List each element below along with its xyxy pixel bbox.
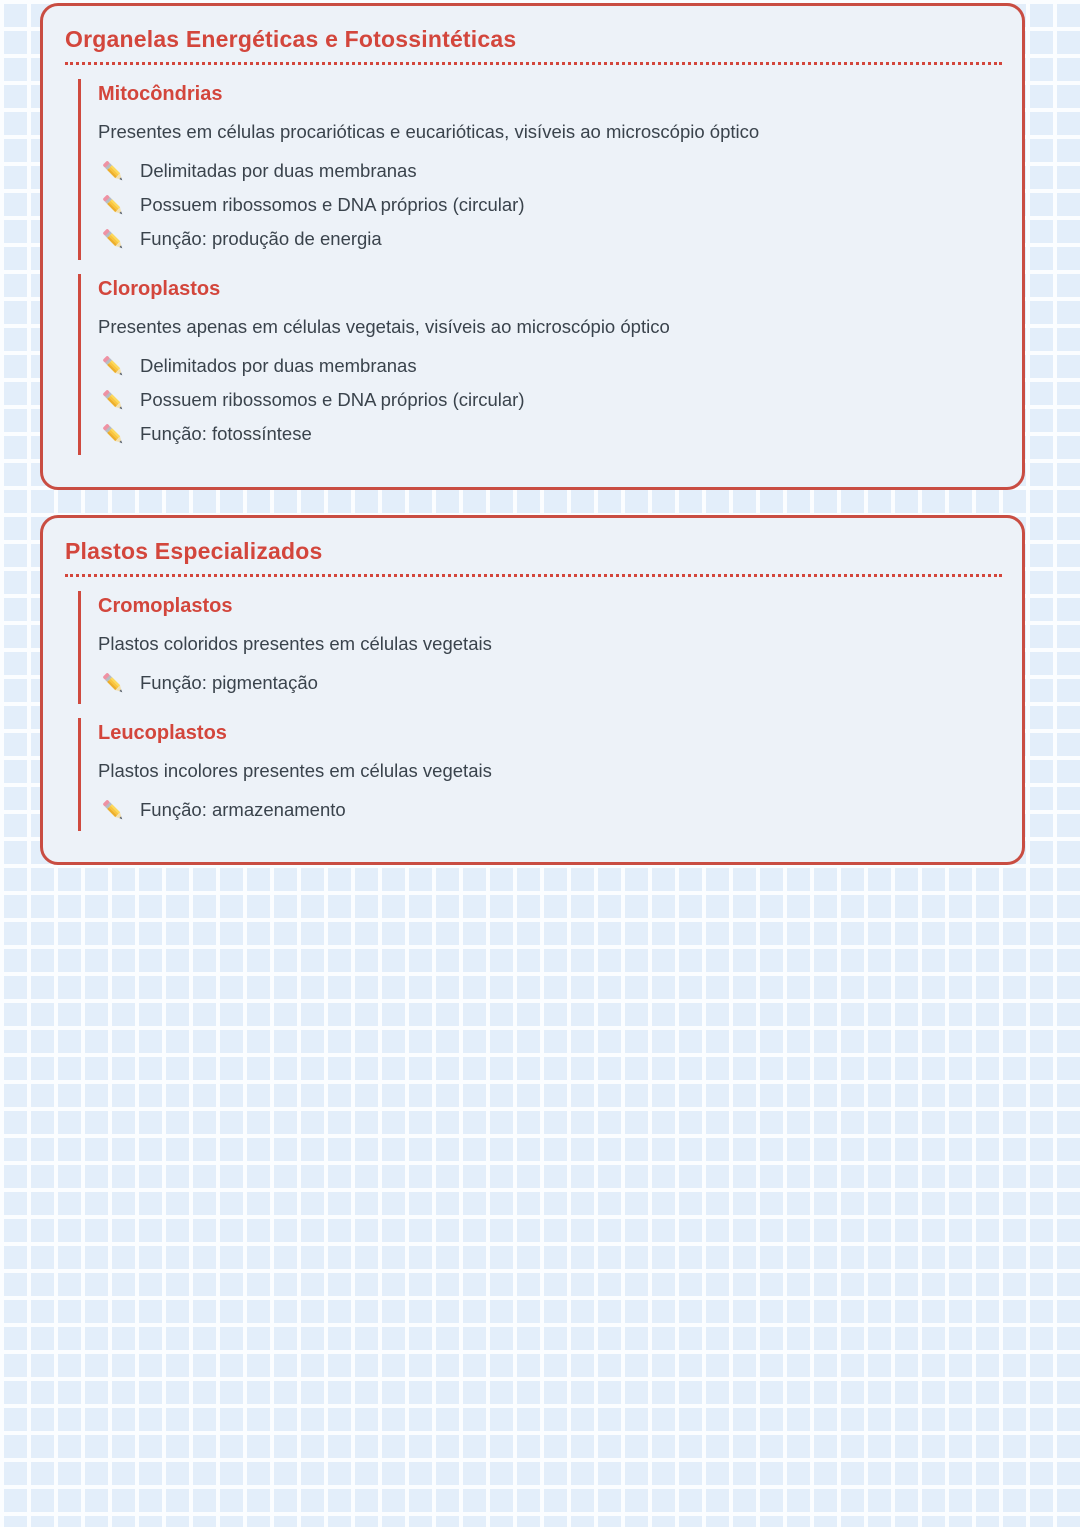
bullet-text: Delimitadas por duas membranas [140,160,417,181]
bullet-item [100,188,1002,222]
bullet-item [100,666,1002,700]
pencil-icon [100,192,127,219]
bullet-item [100,417,1002,451]
pencil-icon [100,353,127,380]
section-description: Presentes em células procarióticas e eucarióticas, visíveis ao microscópio óptico [98,121,760,142]
bullet-item [100,383,1002,417]
section-description: Plastos incolores presentes em células vegetais [98,760,492,781]
bullet-item [100,154,1002,188]
bullet-text: Função: fotossíntese [140,423,312,444]
section-cromoplastos [78,591,1002,704]
section-cloroplastos [78,274,1002,455]
bullet-text: Função: produção de energia [140,228,382,249]
card-title: Plastos Especializados [65,538,1002,577]
pencil-icon [100,226,127,253]
pencil-icon [100,387,127,414]
bullet-item [100,793,1002,827]
pencil-icon [100,158,127,185]
card-title: Organelas Energéticas e Fotossintéticas [65,26,1002,65]
section-description: Plastos coloridos presentes em células vegetais [98,633,492,654]
bullet-text: Delimitados por duas membranas [140,355,417,376]
section-mitocondrias [78,79,1002,260]
section-description: Presentes apenas em células vegetais, visíveis ao microscópio óptico [98,316,670,337]
bullet-text: Possuem ribossomos e DNA próprios (circular) [140,194,525,215]
bullet-item [100,222,1002,256]
card-organelas-energeticas [40,3,1025,490]
bullet-item [100,349,1002,383]
bullet-text: Função: armazenamento [140,799,346,820]
section-heading: Cloroplastos [98,278,221,300]
notes-page [0,3,1080,1527]
pencil-icon [100,670,127,697]
bullet-text: Possuem ribossomos e DNA próprios (circular) [140,389,525,410]
section-heading: Leucoplastos [98,722,227,744]
pencil-icon [100,797,127,824]
pencil-icon [100,421,127,448]
section-heading: Cromoplastos [98,595,233,617]
bullet-text: Função: pigmentação [140,672,318,693]
card-plastos-especializados [40,515,1025,865]
section-leucoplastos [78,718,1002,831]
section-heading: Mitocôndrias [98,83,223,105]
